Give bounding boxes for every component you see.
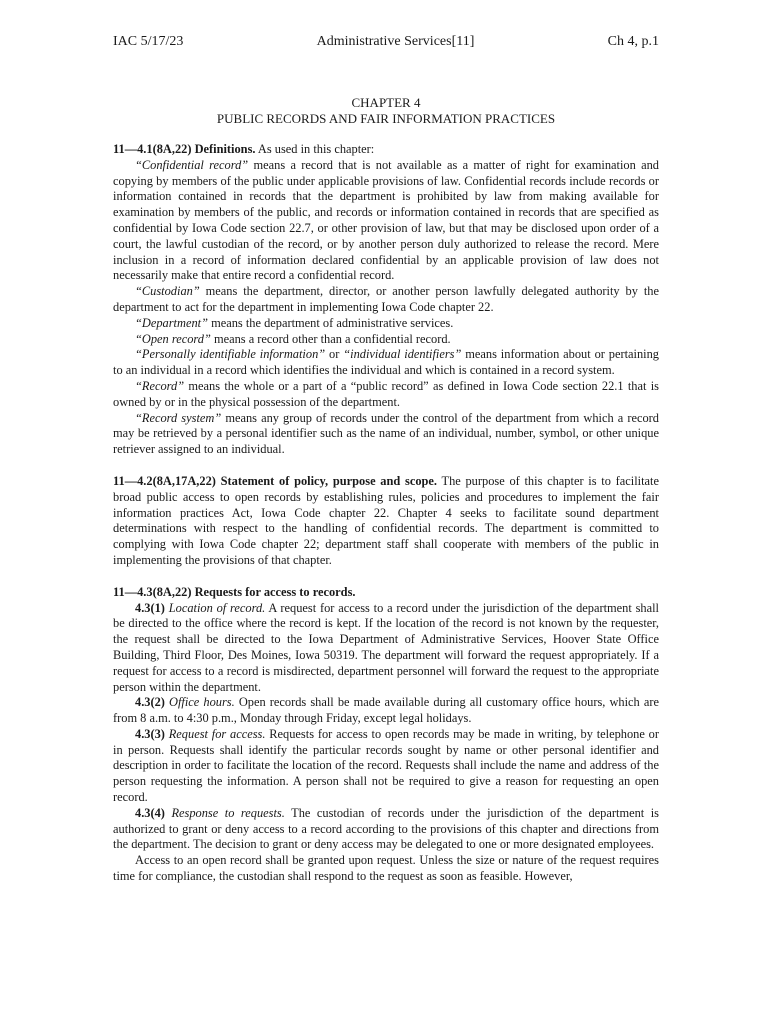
defined-term: “Personally identifiable information” [135, 347, 326, 362]
header-date: IAC 5/17/23 [113, 34, 184, 49]
chapter-body [113, 142, 659, 885]
subrule-4-3-1 [113, 601, 659, 696]
definition-text: means the department of administrative services. [207, 315, 454, 330]
subrule-title: Office hours. [164, 695, 235, 710]
defined-term: “individual identifiers” [343, 347, 462, 362]
rule-intro: As used in this chapter: [255, 142, 375, 156]
subrule-text: Requests for access to open records may be made in writing, by telephone or in person. Requests shall identify the particular records sought by name or other personal identifier and description in order to facilitate the location of the record. Requests shall include the name and address of the person requesting the information. A person shall not be required to give a reason for requesting an open record. [113, 726, 659, 805]
definition-text: means information about or pertaining to an individual in a record which identifies the individual and which is contained in a record system. [113, 347, 659, 378]
rule-heading: 11—4.3(8A,22) Requests for access to records. [113, 584, 356, 599]
rule-text: The purpose of this chapter is to facilitate broad public access to open records by establishing rules, policies and procedures to implement the fair information practices Act, Iowa Code chapter 22. Chapter 4 seeks to facilitate sound department determinations with respect to the handling of confidential records. The department is committed to complying with Iowa Code chapter 22; department staff shall cooperate with members of the public in implementing the provisions of that chapter. [113, 473, 659, 567]
rule-4-1-heading-paragraph [113, 142, 659, 158]
definition-connector: or [325, 347, 344, 362]
subrule-4-3-4-continuation: Access to an open record shall be granted upon request. Unless the size or nature of the request requires time for compliance, the custodian shall respond to the request as soon as feasible. However, [113, 853, 659, 884]
subrule-text: Open records shall be made available during all customary office hours, which are from 8 a.m. to 4:30 p.m., Monday through Friday, except legal holidays. [113, 695, 659, 726]
chapter-title: PUBLIC RECORDS AND FAIR INFORMATION PRACTICES [216, 111, 556, 126]
rule-heading: 11—4.2(8A,17A,22) Statement of policy, purpose and scope. [113, 473, 437, 488]
definition-text: means the whole or a part of a “public record” as defined in Iowa Code section 22.1 that is owned by or in the physical possession of the department. [113, 378, 659, 409]
subrule-text: The custodian of records under the jurisdiction of the department is authorized to grant or deny access to a record according to the provisions of this chapter and directions from the department. The decision to grant or deny access may be delegated to one or more designated employees. [113, 805, 659, 852]
defined-term: “Custodian” [135, 284, 200, 299]
definition-record [113, 379, 659, 411]
definition-text: means the department, director, or another person lawfully delegated authority by the department to act for the department in implementing Iowa Code chapter 22. [113, 284, 659, 314]
subrule-4-3-3 [113, 727, 659, 806]
subrule-number: 4.3(3) [135, 726, 165, 741]
defined-term: “Record system” [135, 410, 222, 425]
header-agency: Administrative Services[11] [316, 34, 475, 49]
running-header [113, 34, 659, 50]
definition-personally-identifiable-information [113, 347, 659, 379]
definition-text: means any group of records under the control of the department from which a record may be retrieved by a personal identifier such as the name of an individual, number, symbol, or other unique retriever assigned to an individual. [113, 410, 659, 457]
definition-text: means a record other than a confidential record. [210, 331, 451, 346]
subrule-number: 4.3(4) [135, 805, 165, 820]
definition-confidential-record [113, 158, 659, 284]
subrule-title: Location of record. [164, 600, 266, 615]
defined-term: “Confidential record” [135, 157, 249, 172]
definition-custodian [113, 284, 659, 316]
subrule-4-3-4 [113, 806, 659, 853]
defined-term: “Record” [135, 378, 185, 393]
rule-heading: 11—4.1(8A,22) Definitions. [113, 142, 256, 156]
rule-4-2-paragraph [113, 474, 659, 569]
defined-term: “Department” [135, 315, 208, 330]
chapter-number: CHAPTER 4 [351, 95, 421, 110]
chapter-heading [113, 95, 659, 127]
subrule-title: Request for access. [164, 726, 266, 741]
subrule-4-3-2 [113, 695, 659, 727]
subrule-number: 4.3(1) [135, 600, 165, 615]
rule-4-3-heading-paragraph [113, 585, 659, 601]
subrule-number: 4.3(2) [135, 695, 165, 710]
subrule-title: Response to requests. [164, 805, 285, 820]
defined-term: “Open record” [135, 331, 211, 346]
subrule-text: A request for access to a record under the jurisdiction of the department shall be directed to the office where the record is kept. If the location of the record is not known by the requester, the request shall be directed to the Iowa Department of Administrative Services, Hoover State Office Building, Third Floor, Des Moines, Iowa 50319. The department will forward the request appropriately. If a request for access to a record is misdirected, department personnel will forward the request to the appropriate person within the department. [113, 600, 659, 694]
definition-text: means a record that is not available as a matter of right for examination and copying by members of the public under applicable provisions of law. Confidential records include records or information contained in records that the department is prohibited by law from making available for examination by members of the public, and records or information contained in records that are specified as confidential by Iowa Code section 22.7, or other provision of law, but that may be disclosed upon order of a court, the lawful custodian of the record, or by another person duly authorized to release the record. Mere inclusion in a record of information declared confidential by an applicable provision of law does not necessarily make that entire record a confidential record. [113, 157, 660, 283]
definition-department [113, 316, 659, 332]
definition-open-record [113, 332, 659, 348]
definition-record-system [113, 411, 659, 458]
header-page: Ch 4, p.1 [607, 34, 659, 49]
